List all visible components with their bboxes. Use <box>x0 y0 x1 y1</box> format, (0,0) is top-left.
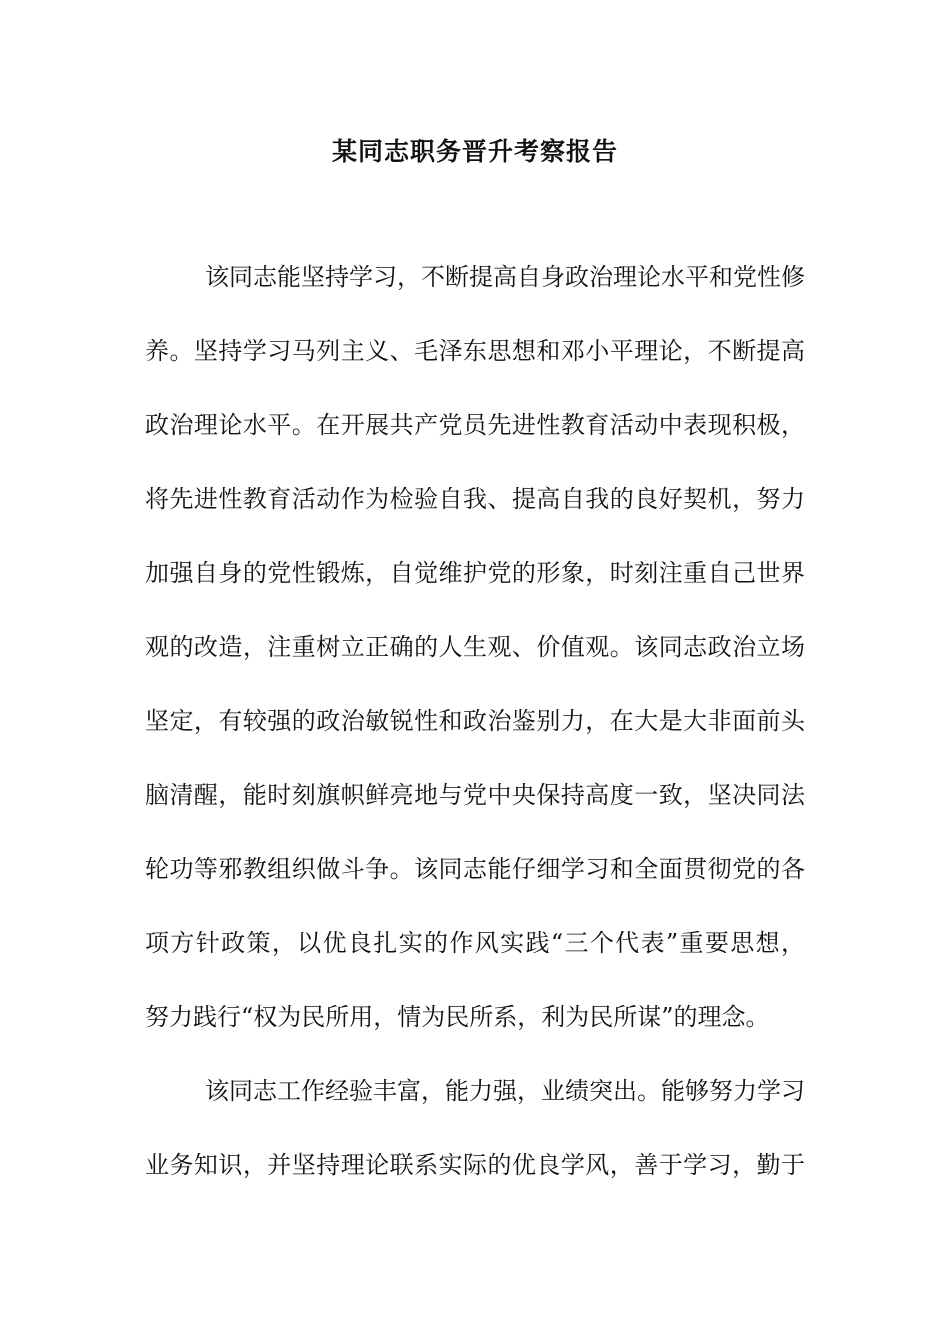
paragraph-line: 将先进性教育活动作为检验自我、提高自我的良好契机，努力 <box>145 485 805 513</box>
paragraph-line: 脑清醒，能时刻旗帜鲜亮地与党中央保持高度一致，坚决同法 <box>145 781 805 809</box>
document-title: 某同志职务晋升考察报告 <box>331 137 618 166</box>
paragraph-line: 业务知识，并坚持理论联系实际的优良学风，善于学习，勤于 <box>145 1151 805 1179</box>
paragraph-line: 坚定，有较强的政治敏锐性和政治鉴别力，在大是大非面前头 <box>145 707 805 735</box>
paragraph-line: 轮功等邪教组织做斗争。该同志能仔细学习和全面贯彻党的各 <box>145 855 805 883</box>
paragraph-line: 政治理论水平。在开展共产党员先进性教育活动中表现积极， <box>145 411 805 439</box>
paragraph-line: 观的改造，注重树立正确的人生观、价值观。该同志政治立场 <box>145 633 805 661</box>
paragraph-1 <box>145 255 805 1069</box>
paragraph-line: 努力践行“权为民所用，情为民所系，利为民所谋”的理念。 <box>145 1003 770 1031</box>
paragraph-line: 项方针政策，以优良扎实的作风实践“三个代表”重要思想， <box>145 929 805 957</box>
paragraph-line: 养。坚持学习马列主义、毛泽东思想和邓小平理论，不断提高 <box>145 337 805 365</box>
document-body <box>145 255 805 1217</box>
paragraph-line: 该同志工作经验丰富，能力强，业绩突出。能够努力学习 <box>205 1077 805 1105</box>
paragraph-2 <box>145 1069 805 1217</box>
paragraph-line: 加强自身的党性锻炼，自觉维护党的形象，时刻注重自己世界 <box>145 559 805 587</box>
paragraph-line: 该同志能坚持学习，不断提高自身政治理论水平和党性修 <box>205 263 805 291</box>
